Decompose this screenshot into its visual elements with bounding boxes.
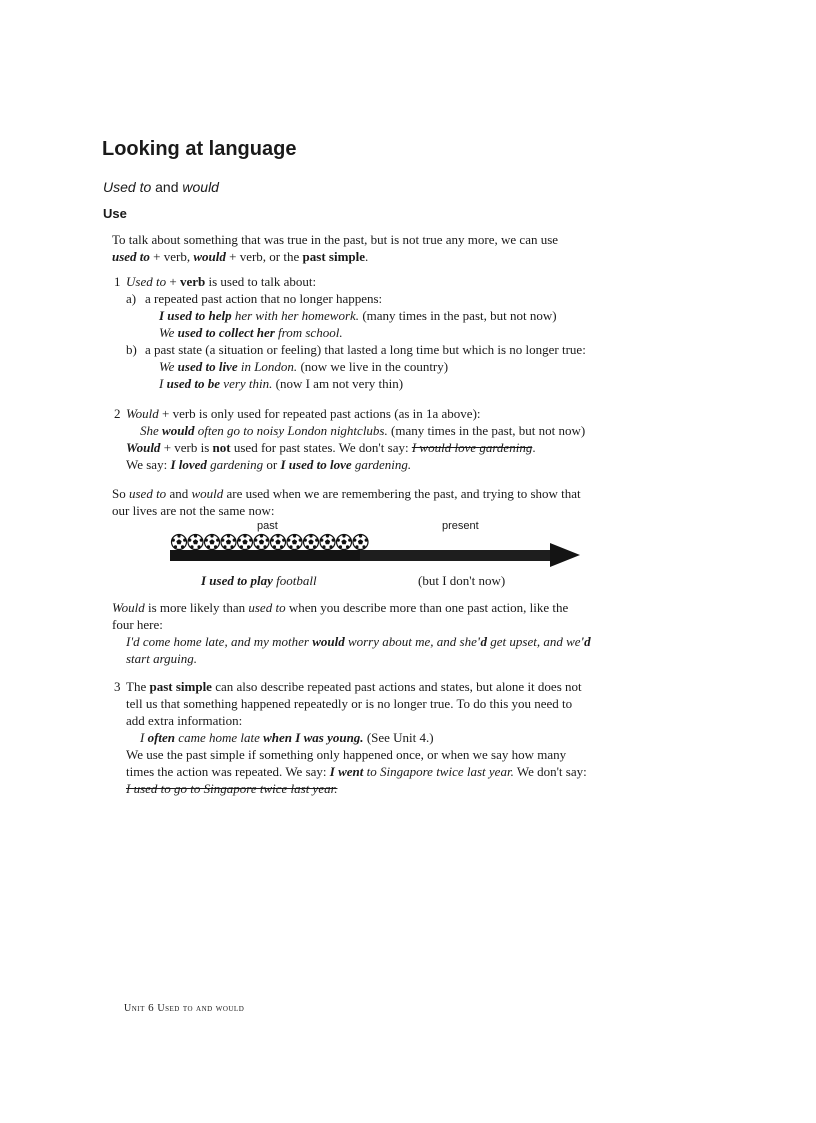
ex-note: (See Unit 4.) <box>363 730 434 745</box>
page-title: Looking at language <box>102 138 297 160</box>
wp-used-to: used to <box>248 600 286 615</box>
section-3-line-5: We use the past simple if something only happened once, or when we say how many <box>126 747 567 762</box>
section-3-example <box>140 729 434 746</box>
football-icon <box>172 534 187 549</box>
football-icon <box>320 534 335 549</box>
s1-b-example-2 <box>159 375 403 392</box>
intro-line-1: To talk about something that was true in the past, but is not true any more, we can use <box>112 232 559 247</box>
section-3-line-1 <box>126 678 582 695</box>
intro-used-to: used to <box>112 249 150 264</box>
s2-struck-example: I would love gardening <box>411 440 533 455</box>
ex-bold: I used to love <box>280 457 352 472</box>
section-3-number: 3 <box>114 679 121 694</box>
section-2-number: 2 <box>114 406 121 421</box>
ex-italic: her with her homework. <box>231 308 360 323</box>
timeline-caption-left <box>201 572 317 589</box>
s3-text: The <box>126 679 150 694</box>
page-footer <box>124 1000 244 1017</box>
intro-line-2 <box>112 248 672 265</box>
subtitle-and: and <box>151 179 183 195</box>
wp-would: Would <box>112 600 145 615</box>
section-1-heading <box>126 273 316 290</box>
ex-italic: worry about me, and she <box>344 634 477 649</box>
ex-bold: 'd <box>476 634 487 649</box>
section-3-line-7 <box>126 780 337 797</box>
so-line-1 <box>112 485 672 502</box>
ex-italic: We <box>159 359 178 374</box>
ex-bold: used to collect <box>177 325 254 340</box>
so-text: So <box>112 486 129 501</box>
ex-italic: twice last year. <box>436 764 514 779</box>
section-2-line-3 <box>126 439 536 456</box>
section-3-line-2: tell us that something happened repeatedly or is no longer true. To do this you need to <box>126 696 573 711</box>
footer-topic: Used to and would <box>157 1003 245 1014</box>
would-line-1 <box>112 599 672 616</box>
s3-text: We don't say: <box>513 764 587 779</box>
section-3-line-3: add extra information: <box>126 713 243 728</box>
intro-text: + verb, or the <box>225 249 303 264</box>
ex-italic: I <box>159 376 167 391</box>
ex-bold: would <box>162 423 195 438</box>
s1-b-example-1 <box>159 358 448 375</box>
subtitle-would: would <box>182 179 219 195</box>
s1-text: + <box>166 274 180 289</box>
s1-b-label: b) <box>126 342 137 357</box>
s2-text: + verb is only used for repeated past actions (as in 1a above): <box>158 406 481 421</box>
ex-italic: came home late <box>175 730 264 745</box>
intro-past-simple: past simple <box>302 249 366 264</box>
s1-used-to: Used to <box>126 274 167 289</box>
ex-bold: I loved <box>170 457 207 472</box>
so-text: are used when we are remembering the past, and trying to show that <box>223 486 581 501</box>
ex-italic: to Singapore <box>363 764 437 779</box>
ex-bold: used to be <box>166 376 221 391</box>
intro-would: would <box>193 249 226 264</box>
would-line-2: four here: <box>112 617 163 632</box>
ex-italic: often go to noisy London nightclubs. <box>194 423 388 438</box>
football-icon <box>304 534 319 549</box>
ex-italic: from school. <box>274 325 343 340</box>
caption-italic: football <box>272 573 317 588</box>
s2-text: + verb is <box>160 440 213 455</box>
ex-bold: would <box>312 634 345 649</box>
s3-past-simple: past simple <box>149 679 212 694</box>
so-would: would <box>191 486 224 501</box>
ex-bold: when I was young. <box>263 730 364 745</box>
timeline-bar-past <box>170 550 360 561</box>
ex-note: (now we live in the country) <box>297 359 449 374</box>
footer-unit-number: 6 <box>148 1002 155 1014</box>
timeline-caption-right: (but I don't now) <box>418 573 506 588</box>
s1-a-example-1 <box>159 307 557 324</box>
ex-note: (many times in the past, but not now) <box>387 423 586 438</box>
s2-not: not <box>212 440 231 455</box>
intro-text: . <box>365 249 369 264</box>
timeline-present-label: present <box>442 520 479 532</box>
football-icon <box>337 534 352 549</box>
wp-text: is more likely than <box>144 600 249 615</box>
ex-note: (many times in the past, but not now) <box>359 308 557 323</box>
ex-italic: get upset, and we <box>487 634 581 649</box>
football-icon <box>221 534 236 549</box>
ex-italic: I <box>140 730 148 745</box>
section-3-line-6 <box>126 763 587 780</box>
timeline-diagram <box>160 533 590 573</box>
ex-italic: gardening <box>206 457 264 472</box>
would-example-line-2 <box>126 650 197 667</box>
ex-italic: very thin. <box>220 376 273 391</box>
s2-would: Would <box>126 440 161 455</box>
ex-italic: gardening. <box>351 457 412 472</box>
s1-a-label: a) <box>126 291 137 306</box>
football-icons <box>172 534 369 549</box>
football-icon <box>188 534 203 549</box>
ex-note: (now I am not very thin) <box>272 376 404 391</box>
s2-text: . <box>532 440 536 455</box>
intro-text: + verb, <box>149 249 194 264</box>
ex-italic: in London. <box>237 359 298 374</box>
ex-bold: I went <box>329 764 364 779</box>
so-used-to: used to <box>128 486 167 501</box>
section-2-example <box>140 422 585 439</box>
use-heading: Use <box>103 206 127 221</box>
s1-a-example-2 <box>159 324 343 341</box>
football-icon <box>254 534 269 549</box>
would-example-line-1 <box>126 633 591 650</box>
ex-bold: her <box>253 325 275 340</box>
section-subtitle <box>103 179 219 195</box>
timeline-bar-present <box>360 550 550 561</box>
section-2-line-4 <box>126 456 411 473</box>
ex-italic: She <box>140 423 163 438</box>
s2-text: We say: <box>126 457 171 472</box>
s3-text: can also describe repeated past actions and states, but alone it does not <box>211 679 582 694</box>
s1-a-text: a repeated past action that no longer happens: <box>145 291 383 306</box>
section-2-line-1 <box>126 405 481 422</box>
ex-italic: I'd come home late, and my mother <box>126 634 313 649</box>
ex-bold: I used to help <box>159 308 232 323</box>
s1-text: is used to talk about: <box>205 274 317 289</box>
footer-unit: Unit <box>124 1003 145 1014</box>
s2-text: or <box>263 457 281 472</box>
football-icon <box>238 534 253 549</box>
s2-text: used for past states. We don't say: <box>230 440 412 455</box>
timeline-arrowhead <box>550 543 580 567</box>
ex-italic: We <box>159 325 178 340</box>
ex-bold: 'd <box>580 634 591 649</box>
football-icon <box>271 534 286 549</box>
timeline-past-label: past <box>257 520 278 532</box>
football-icon <box>205 534 220 549</box>
ex-bold: often <box>147 730 176 745</box>
so-line-2: our lives are not the same now: <box>112 503 275 518</box>
football-icon <box>353 534 368 549</box>
s3-struck-example: I used to go to Singapore twice last year. <box>126 781 338 796</box>
subtitle-used-to: Used to <box>103 179 152 195</box>
section-1-number: 1 <box>114 274 121 289</box>
caption-bold: I used to play <box>201 573 273 588</box>
s3-text: times the action was repeated. We say: <box>126 764 330 779</box>
ex-italic: start arguing. <box>126 651 198 666</box>
s1-b-text: a past state (a situation or feeling) that lasted a long time but which is no longer true: <box>145 342 586 357</box>
ex-bold: used to live <box>177 359 238 374</box>
so-text: and <box>166 486 192 501</box>
wp-text: when you describe more than one past action, like the <box>285 600 569 615</box>
s2-would: Would <box>126 406 159 421</box>
s1-verb: verb <box>179 274 206 289</box>
football-icon <box>287 534 302 549</box>
